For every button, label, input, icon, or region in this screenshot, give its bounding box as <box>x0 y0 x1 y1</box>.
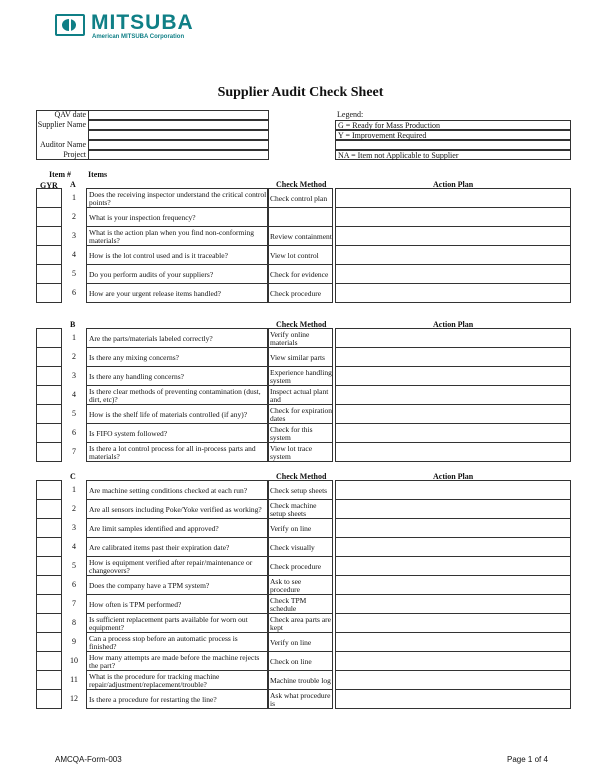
gyr-rating-cell[interactable] <box>36 283 62 303</box>
question-cell <box>86 385 268 405</box>
question-cell <box>86 670 268 690</box>
action-plan-field[interactable] <box>335 423 571 443</box>
check-method-cell <box>268 423 333 443</box>
action-plan-header: Action Plan <box>433 320 474 329</box>
question-text: Can a process stop before an automatic process is finished? <box>89 634 238 651</box>
question-text: Are all sensors including Poke/Yoke verified as working? <box>89 504 262 514</box>
action-plan-header: Action Plan <box>433 472 474 481</box>
check-method-text: Inspect actual plant and <box>270 387 329 404</box>
section-letter: B <box>70 320 76 329</box>
check-method-text: Verify online materials <box>270 330 310 347</box>
question-text: Is FIFO system followed? <box>89 428 168 438</box>
check-method-text: Verify on line <box>270 523 312 533</box>
question-cell <box>86 404 268 424</box>
action-plan-field[interactable] <box>335 556 571 576</box>
item-number: 3 <box>72 523 76 532</box>
gyr-rating-cell[interactable] <box>36 537 62 557</box>
gyr-rating-cell[interactable] <box>36 226 62 246</box>
check-method-text: Check procedure <box>270 288 322 298</box>
legend-line: G = Ready for Mass Production <box>335 120 571 130</box>
check-method-text: Check on line <box>270 656 312 666</box>
question-text: Is there a lot control process for all in-process parts and materials? <box>89 444 256 461</box>
check-method-cell <box>268 347 333 367</box>
item-number: 2 <box>72 504 76 513</box>
question-text: How are your urgent release items handled? <box>89 288 221 298</box>
question-cell <box>86 537 268 557</box>
action-plan-field[interactable] <box>335 613 571 633</box>
check-method-text: Check area parts are kept <box>270 615 332 632</box>
gyr-rating-cell[interactable] <box>36 632 62 652</box>
item-number: 8 <box>72 618 76 627</box>
check-method-text: Experience handling system <box>270 368 332 385</box>
question-cell <box>86 442 268 462</box>
item-number: 6 <box>72 580 76 589</box>
item-number: 4 <box>72 390 76 399</box>
question-text: What is your inspection frequency? <box>89 212 196 222</box>
check-method-cell <box>268 537 333 557</box>
question-cell <box>86 499 268 519</box>
gyr-rating-cell[interactable] <box>36 594 62 614</box>
check-method-text: Ask to see procedure <box>270 577 302 594</box>
header-field-input[interactable] <box>88 130 269 140</box>
action-plan-field[interactable] <box>335 442 571 462</box>
check-method-cell <box>268 264 333 284</box>
item-number: 4 <box>72 250 76 259</box>
check-method-cell <box>268 480 333 500</box>
action-plan-field[interactable] <box>335 480 571 500</box>
company-logo <box>55 11 225 42</box>
item-number: 5 <box>72 409 76 418</box>
question-cell <box>86 594 268 614</box>
action-plan-field[interactable] <box>335 575 571 595</box>
check-method-cell <box>268 404 333 424</box>
page-title: Supplier Audit Check Sheet <box>217 85 384 100</box>
check-method-text: Check machine setup sheets <box>270 501 317 518</box>
action-plan-field[interactable] <box>335 670 571 690</box>
gyr-header: GYR <box>40 181 58 190</box>
item-number: 3 <box>72 231 76 240</box>
gyr-rating-cell[interactable] <box>36 347 62 367</box>
item-number-header: Item # <box>49 170 71 179</box>
check-method-cell <box>268 613 333 633</box>
action-plan-field[interactable] <box>335 347 571 367</box>
action-plan-field[interactable] <box>335 537 571 557</box>
action-plan-field[interactable] <box>335 594 571 614</box>
header-field-label: QAV date <box>54 110 86 119</box>
item-number: 6 <box>72 428 76 437</box>
gyr-rating-cell[interactable] <box>36 670 62 690</box>
mitsuba-logo-icon <box>55 14 85 36</box>
item-number: 4 <box>72 542 76 551</box>
check-method-cell <box>268 328 333 348</box>
check-method-cell <box>268 207 333 227</box>
question-text: Is there any mixing concerns? <box>89 352 179 362</box>
check-method-text: Check for this system <box>270 425 313 442</box>
action-plan-field[interactable] <box>335 689 571 709</box>
item-number: 7 <box>72 599 76 608</box>
check-method-text: Check control plan <box>270 193 328 203</box>
item-number: 12 <box>70 694 78 703</box>
question-text: How is the shelf life of materials controlled (if any)? <box>89 409 248 419</box>
check-method-cell <box>268 556 333 576</box>
action-plan-field[interactable] <box>335 651 571 671</box>
action-plan-field[interactable] <box>335 207 571 227</box>
legend-line <box>335 140 571 150</box>
gyr-rating-cell[interactable] <box>36 480 62 500</box>
action-plan-field[interactable] <box>335 264 571 284</box>
gyr-rating-cell[interactable] <box>36 385 62 405</box>
action-plan-field[interactable] <box>335 328 571 348</box>
check-method-cell <box>268 651 333 671</box>
section-letter: A <box>70 180 76 189</box>
section-letter: C <box>70 472 76 481</box>
question-cell <box>86 245 268 265</box>
check-method-text: Check TPM schedule <box>270 596 307 613</box>
header-field-label: Auditor Name <box>40 140 86 149</box>
question-cell <box>86 264 268 284</box>
gyr-rating-cell[interactable] <box>36 207 62 227</box>
question-cell <box>86 613 268 633</box>
question-cell <box>86 366 268 386</box>
question-cell <box>86 632 268 652</box>
question-cell <box>86 689 268 709</box>
action-plan-field[interactable] <box>335 283 571 303</box>
question-text: Is there clear methods of preventing contamination (dust, dirt, etc)? <box>89 387 261 404</box>
question-cell <box>86 556 268 576</box>
question-text: Are machine setting conditions checked at each run? <box>89 485 248 495</box>
check-method-cell <box>268 670 333 690</box>
gyr-rating-cell[interactable] <box>36 264 62 284</box>
page-number: Page 1 of 4 <box>507 755 548 764</box>
question-cell <box>86 347 268 367</box>
question-cell <box>86 480 268 500</box>
action-plan-field[interactable] <box>335 632 571 652</box>
check-method-text: Check for evidence <box>270 269 329 279</box>
check-method-cell <box>268 245 333 265</box>
question-cell <box>86 328 268 348</box>
question-text: How often is TPM performed? <box>89 599 182 609</box>
header-field-input[interactable] <box>88 150 269 160</box>
item-number: 1 <box>72 485 76 494</box>
action-plan-field[interactable] <box>335 518 571 538</box>
check-method-header: Check Method <box>276 180 327 189</box>
check-method-cell <box>268 518 333 538</box>
check-method-text: View lot control <box>270 250 319 260</box>
gyr-rating-cell[interactable] <box>36 188 62 208</box>
question-text: How is equipment verified after repair/maintenance or changeovers? <box>89 558 253 575</box>
question-cell <box>86 207 268 227</box>
check-method-cell <box>268 188 333 208</box>
question-cell <box>86 575 268 595</box>
action-plan-field[interactable] <box>335 245 571 265</box>
legend-line: NA = Item not Applicable to Supplier <box>335 150 571 160</box>
question-cell <box>86 518 268 538</box>
item-number: 2 <box>72 212 76 221</box>
gyr-rating-cell[interactable] <box>36 366 62 386</box>
check-method-cell <box>268 226 333 246</box>
question-text: Is there a procedure for restarting the line? <box>89 694 217 704</box>
gyr-rating-cell[interactable] <box>36 442 62 462</box>
check-method-text <box>270 209 333 227</box>
check-method-cell <box>268 385 333 405</box>
check-method-text: Check for expiration dates <box>270 406 333 423</box>
action-plan-field[interactable] <box>335 226 571 246</box>
question-text: How is the lot control used and is it traceable? <box>89 250 228 260</box>
legend-label: Legend: <box>337 110 364 119</box>
gyr-rating-cell[interactable] <box>36 651 62 671</box>
check-method-header: Check Method <box>276 320 327 329</box>
check-method-cell <box>268 632 333 652</box>
item-number: 1 <box>72 333 76 342</box>
check-method-text: Review containment <box>270 231 332 241</box>
item-number: 7 <box>72 447 76 456</box>
gyr-rating-cell[interactable] <box>36 423 62 443</box>
question-text: Is sufficient replacement parts available for worn out equipment? <box>89 615 248 632</box>
check-method-header: Check Method <box>276 472 327 481</box>
item-number: 9 <box>72 637 76 646</box>
action-plan-field[interactable] <box>335 366 571 386</box>
header-label-frame <box>36 110 88 160</box>
items-header: Items <box>88 170 108 179</box>
action-plan-field[interactable] <box>335 385 571 405</box>
gyr-rating-cell[interactable] <box>36 689 62 709</box>
check-method-cell <box>268 575 333 595</box>
item-number: 11 <box>70 675 78 684</box>
check-method-cell <box>268 689 333 709</box>
header-field-input[interactable] <box>88 140 269 150</box>
header-field-input[interactable] <box>88 120 269 130</box>
item-number: 10 <box>70 656 78 665</box>
header-field-label: Supplier Name <box>37 120 86 129</box>
check-method-cell <box>268 499 333 519</box>
gyr-rating-cell[interactable] <box>36 613 62 633</box>
action-plan-field[interactable] <box>335 188 571 208</box>
item-number: 5 <box>72 561 76 570</box>
question-text: Is there any handling concerns? <box>89 371 184 381</box>
action-plan-field[interactable] <box>335 499 571 519</box>
question-text: What is the procedure for tracking machine repair/adjustment/replacement/trouble? <box>89 672 220 689</box>
action-plan-header: Action Plan <box>433 180 474 189</box>
question-text: How many attempts are made before the machine rejects the part? <box>89 653 260 670</box>
question-cell <box>86 651 268 671</box>
question-text: Are calibrated items past their expiration date? <box>89 542 230 552</box>
gyr-rating-cell[interactable] <box>36 499 62 519</box>
check-method-text: Ask what procedure is <box>270 691 331 708</box>
header-field-label: Project <box>63 150 86 159</box>
item-number: 2 <box>72 352 76 361</box>
question-text: Do you perform audits of your suppliers? <box>89 269 214 279</box>
item-number: 3 <box>72 371 76 380</box>
gyr-rating-cell[interactable] <box>36 328 62 348</box>
check-method-text: Machine trouble log <box>270 675 331 685</box>
question-cell <box>86 188 268 208</box>
check-method-text: Check visually <box>270 542 315 552</box>
question-text: Does the receiving inspector understand the critical control points? <box>89 190 267 207</box>
action-plan-field[interactable] <box>335 404 571 424</box>
check-method-cell <box>268 594 333 614</box>
gyr-rating-cell[interactable] <box>36 245 62 265</box>
check-method-cell <box>268 442 333 462</box>
check-method-text: Check setup sheets <box>270 485 328 495</box>
question-text: What is the action plan when you find non-conforming materials? <box>89 228 254 245</box>
brand-name: MITSUBA <box>91 11 194 34</box>
gyr-rating-cell[interactable] <box>36 575 62 595</box>
check-method-cell <box>268 366 333 386</box>
question-cell <box>86 423 268 443</box>
check-method-text: View lot trace system <box>270 444 313 461</box>
legend-line: Y = Improvement Required <box>335 130 571 140</box>
question-cell <box>86 226 268 246</box>
question-text: Are the parts/materials labeled correctly? <box>89 333 213 343</box>
check-method-cell <box>268 283 333 303</box>
gyr-rating-cell[interactable] <box>36 404 62 424</box>
item-number: 1 <box>72 193 76 202</box>
check-method-text: View similar parts <box>270 352 325 362</box>
check-method-text: Check procedure <box>270 561 322 571</box>
gyr-rating-cell[interactable] <box>36 518 62 538</box>
form-id: AMCQA-Form-003 <box>55 755 122 764</box>
check-method-text: Verify on line <box>270 637 312 647</box>
header-field-input[interactable] <box>88 110 269 120</box>
question-text: Does the company have a TPM system? <box>89 580 210 590</box>
brand-subtitle: American MITSUBA Corporation <box>92 34 185 40</box>
question-text: Are limit samples identified and approved? <box>89 523 219 533</box>
gyr-rating-cell[interactable] <box>36 556 62 576</box>
item-number: 5 <box>72 269 76 278</box>
item-number: 6 <box>72 288 76 297</box>
question-cell <box>86 283 268 303</box>
